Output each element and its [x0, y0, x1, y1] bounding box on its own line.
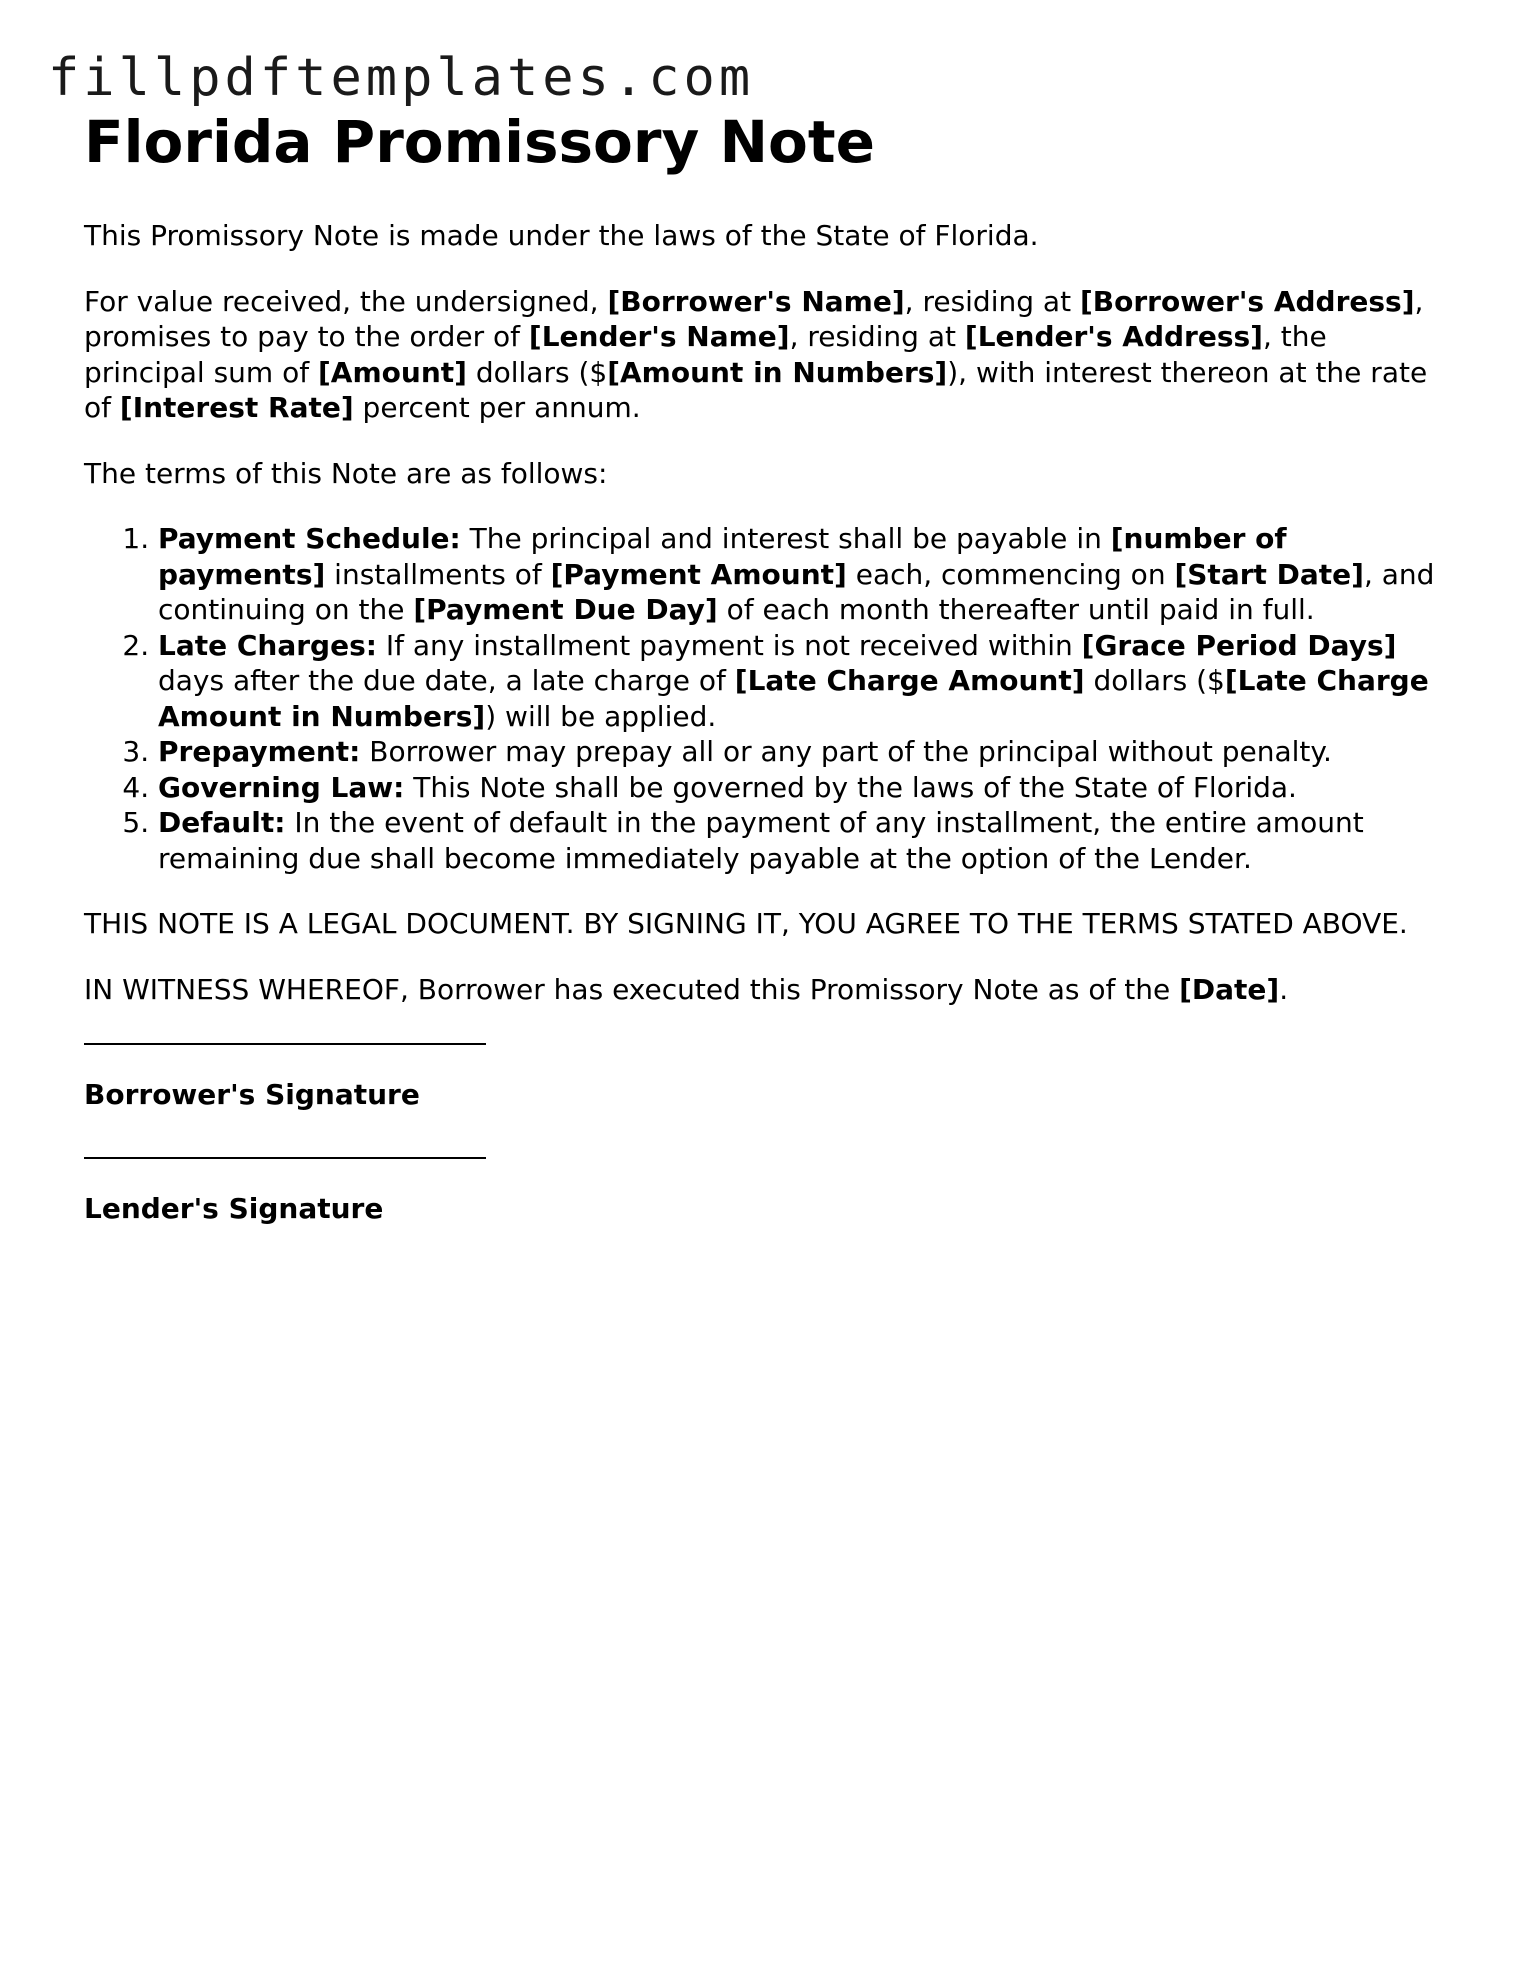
- date-placeholder: [Date]: [1179, 972, 1280, 1006]
- term-heading: Default:: [158, 806, 286, 839]
- term-text: dollars ($: [1084, 664, 1225, 697]
- term-text: If any installment payment is not received within: [376, 628, 1082, 662]
- grace-days-placeholder: [Grace Period Days]: [1081, 628, 1397, 662]
- term-text: ) will be applied.: [485, 699, 717, 733]
- num-payments-placeholder: [number of payments]: [158, 522, 1287, 591]
- term-default: [158, 805, 1444, 876]
- amount-placeholder: [Amount]: [318, 355, 467, 389]
- witness-paragraph: [84, 972, 1444, 1008]
- borrower-signature-label: Borrower's Signature: [84, 1078, 420, 1111]
- witness-text: IN WITNESS WHEREOF, Borrower has executed this Promissory Note as of the: [84, 972, 1180, 1006]
- term-text: The principal and interest shall be payable in: [460, 522, 1111, 555]
- term-text: each, commencing on: [846, 557, 1175, 591]
- interest-rate-placeholder: [Interest Rate]: [119, 391, 354, 424]
- term-heading: Payment Schedule:: [158, 522, 461, 555]
- terms-intro: The terms of this Note are as follows:: [84, 456, 608, 490]
- watermark-text: fillpdftemplates.com: [48, 48, 755, 108]
- obligation-text: ), with interest thereon at the rate of: [84, 355, 1428, 424]
- document-body: [84, 106, 1444, 1226]
- term-payment-schedule: [158, 521, 1444, 628]
- obligation-text: , residing at: [789, 320, 965, 353]
- lender-signature-block: [84, 1157, 1444, 1227]
- obligation-text: , the principal sum of: [84, 320, 1327, 389]
- obligation-text: For value received, the undersigned,: [84, 284, 608, 318]
- term-text: , and continuing on the: [158, 557, 1435, 626]
- obligation-text: percent per annum.: [353, 391, 641, 424]
- payment-amount-placeholder: [Payment Amount]: [550, 557, 847, 591]
- late-amount-placeholder: [Late Charge Amount]: [734, 664, 1085, 697]
- terms-list: [84, 521, 1444, 876]
- page-title: Florida Promissory Note: [84, 108, 875, 176]
- borrower-name-placeholder: [Borrower's Name]: [607, 284, 905, 318]
- witness-text: .: [1279, 972, 1289, 1006]
- borrower-signature-line[interactable]: [84, 1043, 486, 1045]
- term-heading: Governing Law:: [158, 770, 405, 804]
- due-day-placeholder: [Payment Due Day]: [413, 593, 718, 626]
- term-text: In the event of default in the payment of any installment, the entire amount remaining due shall become immediately payable at the option of the Lender.: [158, 806, 1364, 875]
- start-date-placeholder: [Start Date]: [1174, 557, 1364, 591]
- lender-name-placeholder: [Lender's Name]: [528, 320, 790, 353]
- obligation-text: , promises to pay to the order of: [84, 284, 1424, 353]
- term-prepayment: [158, 734, 1444, 770]
- term-text: days after the due date, a late charge of: [158, 664, 735, 697]
- intro-paragraph: This Promissory Note is made under the laws of the State of Florida.: [84, 219, 1039, 252]
- lender-address-placeholder: [Lender's Address]: [964, 320, 1263, 353]
- term-late-charges: [158, 628, 1444, 735]
- lender-signature-label: Lender's Signature: [84, 1191, 384, 1225]
- obligation-text: dollars ($: [466, 355, 608, 389]
- borrower-signature-block: [84, 1043, 1444, 1113]
- legal-notice: THIS NOTE IS A LEGAL DOCUMENT. BY SIGNING IT, YOU AGREE TO THE TERMS STATED ABOVE.: [84, 907, 1408, 940]
- lender-signature-line[interactable]: [84, 1157, 486, 1159]
- late-amount-numbers-placeholder: [Late Charge Amount in Numbers]: [158, 664, 1429, 733]
- term-text: installments of: [325, 557, 551, 591]
- obligation-text: , residing at: [904, 284, 1080, 318]
- obligation-paragraph: [84, 284, 1444, 426]
- term-governing-law: [158, 770, 1444, 806]
- term-text: This Note shall be governed by the laws of the State of Florida.: [404, 770, 1297, 804]
- term-heading: Prepayment:: [158, 735, 361, 768]
- term-text: Borrower may prepay all or any part of the principal without penalty.: [360, 735, 1332, 768]
- term-text: of each month thereafter until paid in full.: [717, 593, 1315, 626]
- term-heading: Late Charges:: [158, 628, 377, 662]
- borrower-address-placeholder: [Borrower's Address]: [1079, 284, 1415, 318]
- amount-numbers-placeholder: [Amount in Numbers]: [607, 355, 948, 389]
